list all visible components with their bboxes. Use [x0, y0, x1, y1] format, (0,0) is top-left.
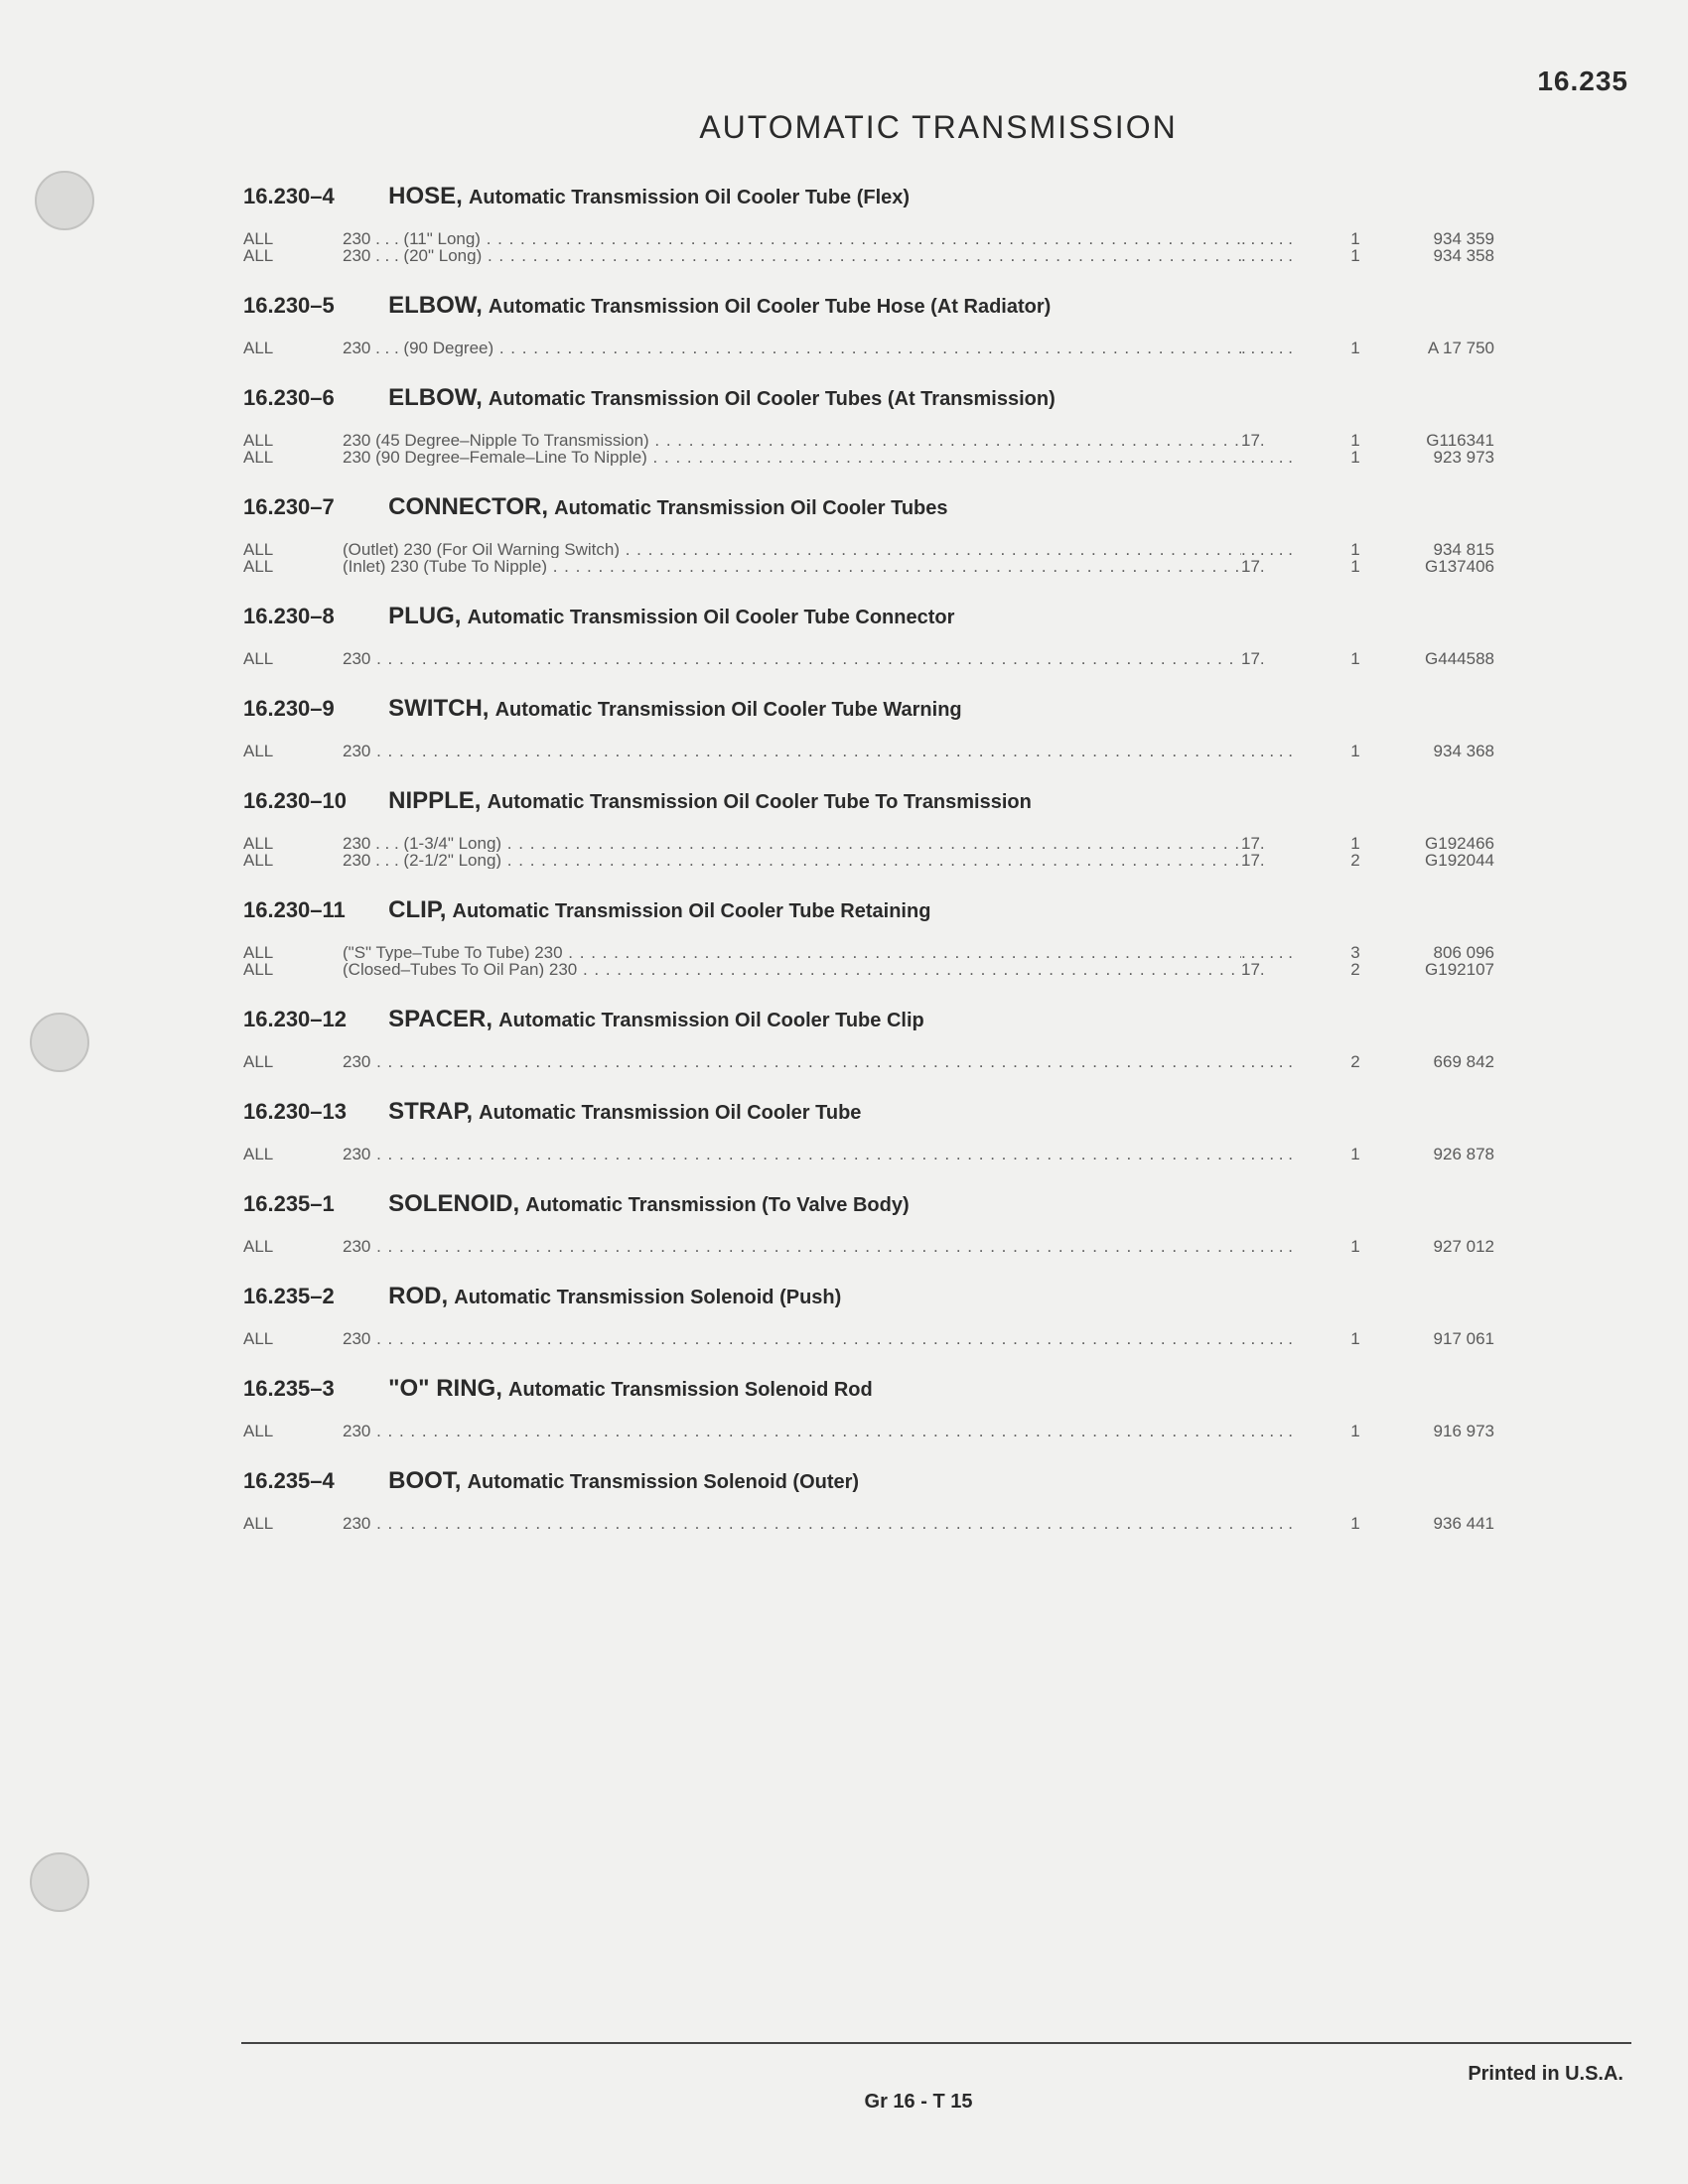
part-number-cell: 806 096 — [1433, 943, 1494, 962]
group-cell — [1241, 1423, 1326, 1439]
model-cell: ALL — [243, 540, 274, 559]
part-number-cell: G192107 — [1425, 960, 1494, 979]
part-name: SWITCH, — [388, 695, 490, 722]
model-cell: ALL — [243, 1329, 274, 1348]
part-number-cell: 934 368 — [1433, 742, 1494, 760]
table-row — [243, 1053, 1559, 1070]
quantity-cell: 2 — [1350, 960, 1360, 979]
table-row — [243, 1146, 1559, 1162]
description-cell: 230 . . . — [343, 1146, 1241, 1162]
section-code: 16.230–7 — [243, 494, 335, 519]
section-heading — [243, 689, 1559, 729]
description-cell: 230 (90 Degree–Female–Line To Nipple) . . . — [343, 449, 1241, 466]
section-code: 16.230–5 — [243, 293, 335, 318]
section-description: Automatic Transmission Oil Cooler Tube Warning — [494, 699, 962, 721]
description-cell: 230 (45 Degree–Nipple To Transmission) . . . — [343, 432, 1241, 449]
model-cell: ALL — [243, 1145, 274, 1163]
section-heading — [243, 781, 1559, 821]
section-code: 16.230–12 — [243, 1007, 347, 1031]
group-cell: 17. — [1241, 960, 1265, 979]
model-cell: ALL — [243, 943, 274, 962]
model-cell: ALL — [243, 851, 274, 870]
description-cell: 230 . . . — [343, 1053, 1241, 1070]
parts-section — [243, 1277, 1559, 1347]
page-number: 16.235 — [1537, 66, 1628, 96]
section-description: Automatic Transmission Oil Cooler Tube To Transmission — [487, 791, 1032, 813]
section-code: 16.230–8 — [243, 604, 335, 628]
model-cell: ALL — [243, 431, 274, 450]
description-cell: 230 . . . (20" Long) . . . — [343, 247, 1241, 264]
section-heading — [243, 1092, 1559, 1132]
part-name: ROD, — [388, 1283, 449, 1309]
parts-section — [243, 177, 1559, 264]
description-cell: 230 . . . — [343, 1423, 1241, 1439]
part-number-cell: G444588 — [1425, 649, 1494, 668]
group-cell — [1241, 230, 1326, 247]
section-heading — [243, 1184, 1559, 1224]
description-cell: 230 . . . (1-3/4" Long) . . . — [343, 835, 1241, 852]
binder-hole — [35, 171, 94, 230]
description-cell: 230 . . . — [343, 1238, 1241, 1255]
model-cell: ALL — [243, 649, 274, 668]
section-description: Automatic Transmission Solenoid (Outer) — [467, 1471, 860, 1493]
part-name: ELBOW, — [388, 292, 483, 319]
part-name: CLIP, — [388, 896, 447, 923]
section-code: 16.235–2 — [243, 1284, 335, 1308]
footer-divider — [241, 2042, 1631, 2044]
section-heading — [243, 890, 1559, 930]
part-number-cell: 916 973 — [1433, 1422, 1494, 1440]
description-cell: 230 . . . — [343, 1515, 1241, 1532]
table-row — [243, 541, 1559, 558]
table-row — [243, 1330, 1559, 1347]
table-row — [243, 1515, 1559, 1532]
part-number-cell: 923 973 — [1433, 448, 1494, 467]
section-heading — [243, 286, 1559, 326]
table-row — [243, 944, 1559, 961]
table-row — [243, 1238, 1559, 1255]
parts-section — [243, 1000, 1559, 1070]
group-cell — [1241, 1146, 1326, 1162]
model-cell: ALL — [243, 960, 274, 979]
table-row — [243, 558, 1559, 575]
section-description: Automatic Transmission Oil Cooler Tube Retaining — [452, 900, 931, 922]
quantity-cell: 1 — [1350, 448, 1360, 467]
binder-hole — [30, 1013, 89, 1072]
section-description: Automatic Transmission (To Valve Body) — [525, 1194, 910, 1216]
quantity-cell: 1 — [1350, 1422, 1360, 1440]
part-number-cell: G192044 — [1425, 851, 1494, 870]
section-code: 16.235–3 — [243, 1376, 335, 1401]
part-number-cell: G137406 — [1425, 557, 1494, 576]
group-cell: 17. — [1241, 834, 1265, 853]
group-cell — [1241, 1053, 1326, 1070]
section-code: 16.235–1 — [243, 1191, 335, 1216]
table-row — [243, 835, 1559, 852]
part-name: SOLENOID, — [388, 1190, 520, 1217]
part-number-cell: G116341 — [1426, 431, 1494, 450]
model-cell: ALL — [243, 1052, 274, 1071]
model-cell: ALL — [243, 339, 274, 357]
group-cell — [1241, 449, 1326, 466]
quantity-cell: 1 — [1350, 1237, 1360, 1256]
part-number-cell: G192466 — [1425, 834, 1494, 853]
section-description: Automatic Transmission Oil Cooler Tubes (At Transmission) — [488, 388, 1055, 410]
model-cell: ALL — [243, 557, 274, 576]
footer-reference: Gr 16 - T 15 — [864, 2091, 973, 2113]
section-code: 16.235–4 — [243, 1468, 335, 1493]
group-cell — [1241, 340, 1326, 356]
part-number-cell: 917 061 — [1433, 1329, 1494, 1348]
table-row — [243, 743, 1559, 759]
part-number-cell: 927 012 — [1433, 1237, 1494, 1256]
quantity-cell: 1 — [1350, 1329, 1360, 1348]
parts-section — [243, 597, 1559, 667]
parts-section — [243, 781, 1559, 869]
quantity-cell: 1 — [1350, 229, 1360, 248]
group-cell: 17. — [1241, 851, 1265, 870]
section-description: Automatic Transmission Oil Cooler Tubes — [554, 497, 948, 519]
table-row — [243, 432, 1559, 449]
model-cell: ALL — [243, 1422, 274, 1440]
description-cell: 230 . . . (11" Long) . . . — [343, 230, 1241, 247]
description-cell: (Inlet) 230 (Tube To Nipple) . . . — [343, 558, 1241, 575]
part-name: BOOT, — [388, 1467, 462, 1494]
section-heading — [243, 1000, 1559, 1039]
quantity-cell: 1 — [1350, 649, 1360, 668]
section-heading — [243, 177, 1559, 216]
section-description: Automatic Transmission Oil Cooler Tube — [479, 1102, 862, 1124]
group-cell: 17. — [1241, 557, 1265, 576]
model-cell: ALL — [243, 229, 274, 248]
section-code: 16.230–13 — [243, 1099, 347, 1124]
part-name: "O" RING, — [388, 1375, 502, 1402]
quantity-cell: 1 — [1350, 1145, 1360, 1163]
part-name: PLUG, — [388, 603, 462, 629]
model-cell: ALL — [243, 742, 274, 760]
description-cell: (Outlet) 230 (For Oil Warning Switch) . . . — [343, 541, 1241, 558]
quantity-cell: 1 — [1350, 1514, 1360, 1533]
quantity-cell: 1 — [1350, 431, 1360, 450]
section-heading — [243, 487, 1559, 527]
parts-list — [243, 177, 1559, 1554]
parts-section — [243, 1461, 1559, 1532]
quantity-cell: 1 — [1350, 540, 1360, 559]
parts-section — [243, 1369, 1559, 1439]
binder-hole — [30, 1852, 89, 1912]
section-code: 16.230–11 — [243, 897, 346, 922]
parts-section — [243, 1184, 1559, 1255]
group-cell — [1241, 1330, 1326, 1347]
section-code: 16.230–10 — [243, 788, 347, 813]
part-name: NIPPLE, — [388, 787, 482, 814]
section-description: Automatic Transmission Oil Cooler Tube Connector — [467, 607, 955, 628]
description-cell: 230 . . . — [343, 1330, 1241, 1347]
part-name: HOSE, — [388, 183, 463, 209]
part-number-cell: 934 358 — [1433, 246, 1494, 265]
part-name: STRAP, — [388, 1098, 474, 1125]
group-cell — [1241, 944, 1326, 961]
section-description: Automatic Transmission Oil Cooler Tube (Flex) — [468, 187, 911, 208]
model-cell: ALL — [243, 246, 274, 265]
description-cell: 230 . . . — [343, 650, 1241, 667]
table-row — [243, 650, 1559, 667]
parts-section — [243, 378, 1559, 466]
quantity-cell: 2 — [1350, 851, 1360, 870]
model-cell: ALL — [243, 1237, 274, 1256]
part-number-cell: 934 359 — [1433, 229, 1494, 248]
section-heading — [243, 597, 1559, 636]
section-code: 16.230–4 — [243, 184, 335, 208]
group-cell: 17. — [1241, 431, 1265, 450]
section-description: Automatic Transmission Oil Cooler Tube Clip — [498, 1010, 924, 1031]
part-number-cell: 669 842 — [1433, 1052, 1494, 1071]
section-heading — [243, 378, 1559, 418]
part-name: ELBOW, — [388, 384, 483, 411]
parts-section — [243, 1092, 1559, 1162]
parts-section — [243, 890, 1559, 978]
quantity-cell: 1 — [1350, 557, 1360, 576]
group-cell — [1241, 1238, 1326, 1255]
part-number-cell: 926 878 — [1433, 1145, 1494, 1163]
part-number-cell: 936 441 — [1433, 1514, 1494, 1533]
section-heading — [243, 1277, 1559, 1316]
quantity-cell: 2 — [1350, 1052, 1360, 1071]
part-name: SPACER, — [388, 1006, 493, 1032]
section-description: Automatic Transmission Solenoid Rod — [508, 1379, 873, 1401]
quantity-cell: 1 — [1350, 834, 1360, 853]
section-heading — [243, 1369, 1559, 1409]
quantity-cell: 1 — [1350, 339, 1360, 357]
quantity-cell: 1 — [1350, 246, 1360, 265]
group-cell — [1241, 743, 1326, 759]
parts-section — [243, 689, 1559, 759]
table-row — [243, 961, 1559, 978]
page-title: AUTOMATIC TRANSMISSION — [699, 109, 1178, 145]
section-description: Automatic Transmission Oil Cooler Tube Hose (At Radiator) — [488, 296, 1052, 318]
table-row — [243, 247, 1559, 264]
section-description: Automatic Transmission Solenoid (Push) — [454, 1287, 842, 1308]
description-cell: (Closed–Tubes To Oil Pan) 230 . . . — [343, 961, 1241, 978]
part-name: CONNECTOR, — [388, 493, 549, 520]
group-cell: 17. — [1241, 649, 1265, 668]
part-number-cell: A 17 750 — [1427, 339, 1494, 357]
table-row — [243, 340, 1559, 356]
model-cell: ALL — [243, 448, 274, 467]
table-row — [243, 230, 1559, 247]
model-cell: ALL — [243, 1514, 274, 1533]
section-heading — [243, 1461, 1559, 1501]
model-cell: ALL — [243, 834, 274, 853]
parts-section — [243, 286, 1559, 356]
quantity-cell: 1 — [1350, 742, 1360, 760]
description-cell: ("S" Type–Tube To Tube) 230 . . . — [343, 944, 1241, 961]
quantity-cell: 3 — [1350, 943, 1360, 962]
section-code: 16.230–6 — [243, 385, 335, 410]
group-cell — [1241, 247, 1326, 264]
group-cell — [1241, 541, 1326, 558]
table-row — [243, 449, 1559, 466]
parts-section — [243, 487, 1559, 575]
description-cell: 230 . . . (2-1/2" Long) . . . — [343, 852, 1241, 869]
description-cell: 230 . . . (90 Degree) . . . — [343, 340, 1241, 356]
description-cell: 230 . . . — [343, 743, 1241, 759]
printed-notice: Printed in U.S.A. — [1468, 2063, 1623, 2085]
table-row — [243, 852, 1559, 869]
part-number-cell: 934 815 — [1433, 540, 1494, 559]
group-cell — [1241, 1515, 1326, 1532]
section-code: 16.230–9 — [243, 696, 335, 721]
table-row — [243, 1423, 1559, 1439]
